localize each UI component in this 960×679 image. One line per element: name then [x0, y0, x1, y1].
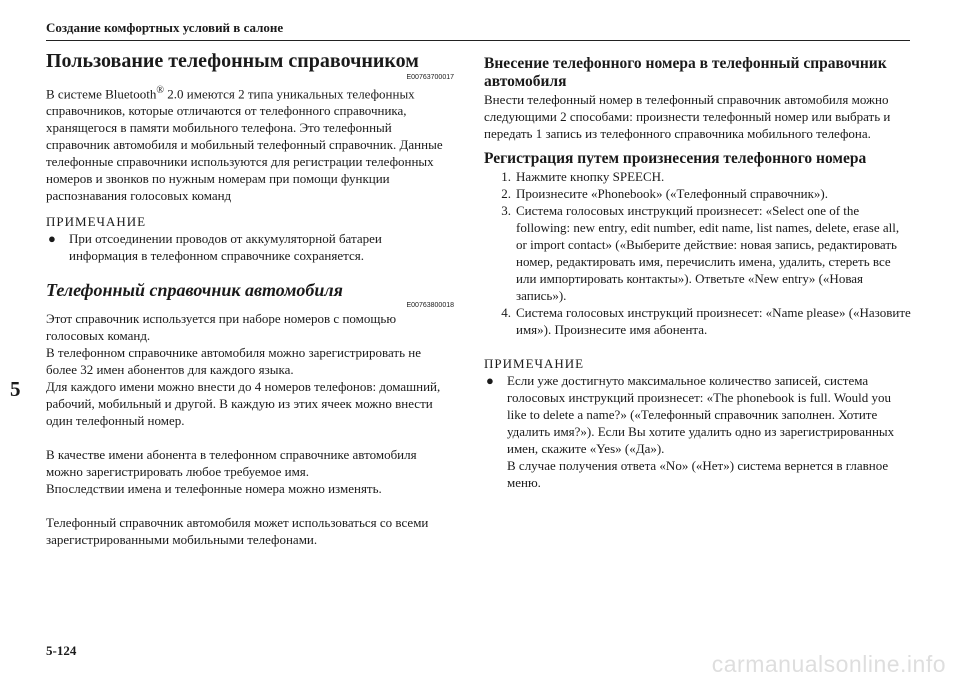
section-heading-voice-registration: Регистрация путем произнесения телефонного номера — [484, 150, 867, 167]
watermark: carmanualsonline.info — [711, 651, 946, 677]
section-heading-add-number: Внесение телефонного номера в телефонный справочник автомобиля — [484, 55, 887, 90]
note-label: ПРИМЕЧАНИЕ — [46, 214, 147, 230]
step-number: 2. — [501, 186, 511, 201]
intro-rest: 2.0 имеются 2 типа уникальных телефонных справочников, которые отличаются от телефонного справочника, хранящегося в памяти мобильного телефона. Это телефонный справочник автомобиля и мобильный телефонный справочник. Данные телефонные справочники используются для регистрации телефонных номеров и звонков по нужным номерам при помощи функции распознавания голосовых команд — [46, 86, 443, 204]
header-rule — [46, 40, 910, 41]
list-item — [484, 185, 911, 202]
intro-prefix: В системе Bluetooth — [46, 86, 157, 102]
note-text: В случае получения ответа «No» («Нет») система вернется в главное меню. — [507, 458, 889, 490]
paragraph: Впоследствии имена и телефонные номера можно изменять. — [46, 481, 382, 497]
step-text: Система голосовых инструкций произнесет: «Select one of the following: new entry, edit number, edit name, list names, delete, erase all, or import contact» («Выберите действие: новая запись, редактировать номер, редактировать имя, перечислить имена, удалить, стереть все или импортировать контакты»). Ответьте «New entry» («Новая запись»). — [516, 203, 900, 303]
paragraph: Этот справочник используется при наборе номеров с помощью голосовых команд. — [46, 311, 397, 344]
note-label: ПРИМЕЧАНИЕ — [484, 356, 585, 371]
note-text: При отсоединении проводов от аккумуляторной батареи информация в телефонном справочнике сохраняется. — [69, 231, 382, 264]
list-item — [484, 168, 911, 185]
paragraph: В телефонном справочнике автомобиля можно зарегистрировать не более 32 имен абонентов для каждого языка. — [46, 345, 422, 378]
list-item — [484, 202, 911, 304]
note-text: Если уже достигнуто максимальное количество записей, система голосовых инструкций произнесет: «The phonebook is full. Would you like to delete a name?» («Телефонный справочник заполнен. Хотите удалить имя?»). Если Вы хотите удалить одно из зарегистрированных имен, скажите «Yes» («Да»). — [507, 373, 895, 456]
step-number: 4. — [501, 305, 511, 320]
paragraph: Для каждого имени можно внести до 4 номеров телефонов: домашний, рабочий, мобильный и другой. В каждую из этих ячеек можно внести один телефонный номер. — [46, 379, 441, 429]
step-text: Система голосовых инструкций произнесет: «Name please» («Назовите имя»). Произнесите имя абонента. — [516, 305, 911, 337]
steps-list — [484, 168, 911, 338]
left-column — [46, 48, 454, 548]
paragraph: Внести телефонный номер в телефонный справочник автомобиля можно следующими 2 способами: произнести телефонный номер или выбрать и передать 1 запись из телефонного справочника мобильного телефона. — [484, 92, 891, 141]
step-text: Произнесите «Phonebook» («Телефонный справочник»). — [516, 186, 829, 201]
list-item — [484, 304, 911, 338]
section-heading-phonebook-usage: Пользование телефонным справочником — [46, 50, 419, 72]
section-code: E00763800018 — [406, 302, 454, 310]
step-number: 3. — [501, 203, 511, 218]
right-column — [484, 55, 911, 491]
chapter-tab: 5 — [10, 377, 21, 401]
section-heading-vehicle-phonebook: Телефонный справочник автомобиля — [46, 280, 343, 301]
registered-mark: ® — [156, 85, 165, 96]
bullet-icon: ● — [48, 231, 56, 247]
bullet-icon: ● — [486, 373, 494, 388]
note-item — [484, 372, 911, 491]
running-header: Создание комфортных условий в салоне — [46, 20, 284, 35]
section-code: E00763700017 — [406, 74, 454, 81]
step-text: Нажмите кнопку SPEECH. — [516, 169, 665, 184]
page-number: 5-124 — [46, 643, 77, 658]
intro-paragraph — [46, 82, 454, 204]
note-text-block — [507, 372, 911, 491]
paragraph: Телефонный справочник автомобиля может использоваться со всеми зарегистрированными мобильными телефонами. — [46, 515, 429, 548]
note-item — [46, 230, 454, 264]
step-number: 1. — [501, 169, 511, 184]
paragraph: В качестве имени абонента в телефонном справочнике автомобиля можно зарегистрировать любое требуемое имя. — [46, 447, 417, 480]
